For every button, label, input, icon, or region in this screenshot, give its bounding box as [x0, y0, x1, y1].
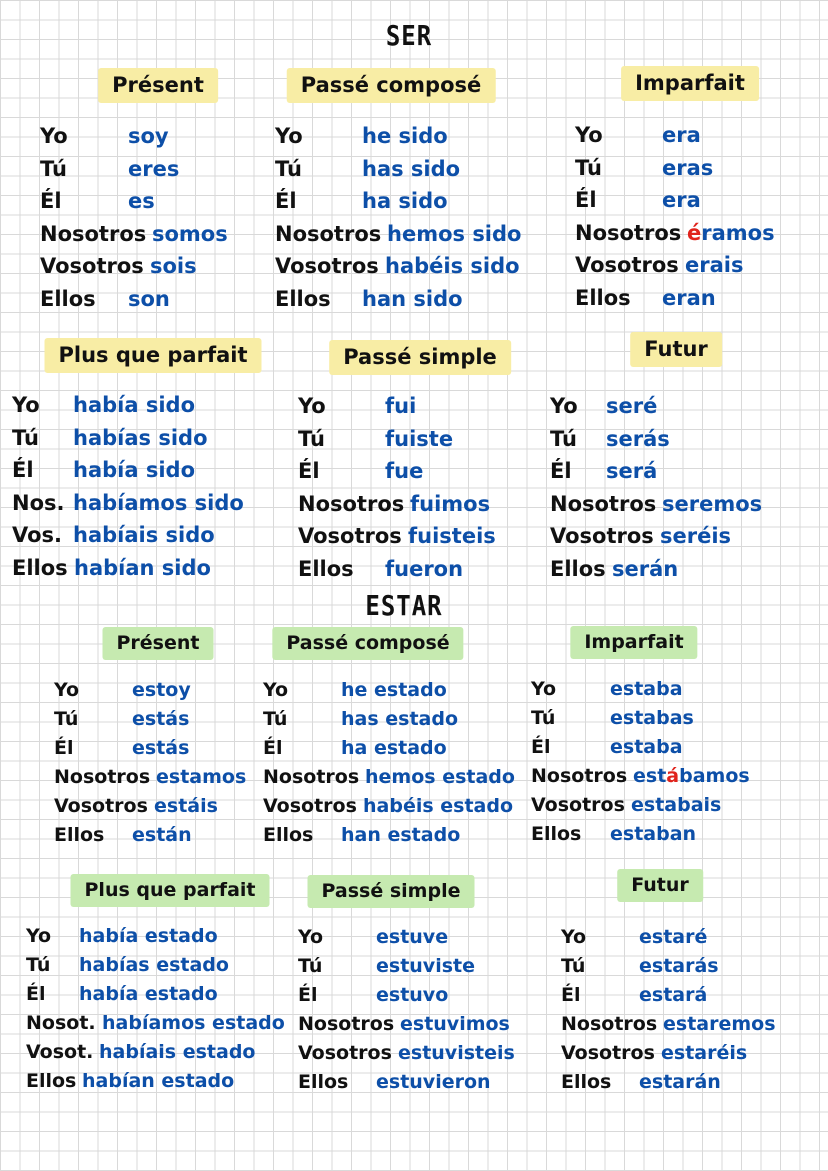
pronoun: Tú: [275, 156, 302, 181]
pronoun: Tú: [550, 426, 577, 451]
verb-form: hemos sido: [387, 221, 522, 246]
pronoun: Nos.: [12, 490, 65, 515]
pronoun: Ellos: [531, 823, 582, 845]
verb-form: había sido: [73, 458, 195, 482]
pronoun: Tú: [298, 955, 323, 977]
pronoun: Tú: [12, 425, 39, 450]
pronoun: Tú: [561, 955, 586, 977]
verb-form: han estado: [341, 824, 461, 846]
verb-form: fuiste: [385, 426, 454, 451]
pronoun: Vosotros: [40, 254, 144, 278]
pronoun: Nosotros: [40, 221, 147, 246]
verb-form: están: [132, 824, 192, 846]
pronoun: Vosotros: [298, 524, 402, 548]
verb-form: fue: [385, 459, 424, 483]
verb-form: estaba: [610, 736, 683, 758]
verb-form: habéis estado: [363, 795, 514, 817]
pronoun: Nosotros: [575, 220, 682, 245]
verb-form: estaréis: [661, 1042, 748, 1064]
pronoun: Nosotros: [531, 765, 628, 787]
pronoun: Vosotros: [531, 794, 625, 816]
verb-form: habían sido: [74, 555, 211, 580]
pronoun: Ellos: [275, 286, 331, 311]
pronoun: Ellos: [298, 556, 354, 581]
pronoun: Yo: [275, 124, 303, 148]
pronoun: Ellos: [263, 824, 314, 846]
pronoun: Tú: [54, 708, 79, 730]
verb-form: estoy: [132, 679, 191, 701]
tense-title: Imparfait: [570, 626, 697, 659]
pronoun: Yo: [298, 926, 324, 948]
pronoun: Él: [298, 984, 318, 1006]
pronoun: Tú: [40, 156, 67, 181]
verb-form: estabais: [631, 794, 722, 816]
verb-form: estábamos: [633, 765, 750, 787]
verb-form: éramos: [687, 220, 775, 245]
verb-form: había sido: [73, 393, 195, 417]
verb-form: erais: [685, 253, 744, 277]
verb-form: has estado: [341, 708, 459, 730]
pronoun: Vosotros: [575, 253, 679, 277]
verb-title: SER: [385, 19, 433, 53]
verb-form: era: [662, 188, 701, 212]
verb-form: eres: [128, 156, 180, 181]
verb-form: estáis: [154, 795, 218, 817]
verb-form: habéis sido: [385, 254, 520, 278]
tense-title: Plus que parfait: [45, 338, 262, 373]
verb-form: había estado: [79, 983, 218, 1005]
tense-title: Futur: [617, 869, 703, 902]
pronoun: Yo: [26, 925, 52, 947]
tense-title: Présent: [103, 627, 214, 660]
verb-form: somos: [152, 221, 228, 246]
pronoun: Él: [263, 737, 283, 759]
pronoun: Él: [531, 736, 551, 758]
pronoun: Él: [54, 737, 74, 759]
pronoun: Él: [12, 458, 34, 482]
pronoun: Yo: [263, 679, 289, 701]
pronoun: Vosotros: [263, 795, 357, 817]
verb-form: habíais sido: [73, 523, 215, 547]
pronoun: Vosotros: [561, 1042, 655, 1064]
pronoun: Ellos: [40, 286, 96, 311]
verb-form: habíamos sido: [73, 490, 244, 515]
verb-form: es: [128, 189, 155, 213]
verb-form: fui: [385, 394, 417, 418]
verb-form: habían estado: [82, 1070, 235, 1092]
verb-form: ha sido: [362, 189, 448, 213]
verb-form: seremos: [662, 491, 763, 516]
verb-form: eras: [662, 155, 714, 180]
pronoun: Nosotros: [561, 1013, 658, 1035]
accent-letter: é: [687, 220, 702, 245]
verb-form: son: [128, 286, 170, 311]
verb-form: estuviste: [376, 955, 475, 977]
pronoun: Yo: [575, 123, 603, 147]
verb-form: eran: [662, 285, 716, 310]
pronoun: Tú: [263, 708, 288, 730]
tense-title: Futur: [630, 332, 722, 367]
pronoun: Él: [550, 459, 572, 483]
verb-form: serán: [612, 556, 679, 581]
pronoun: Tú: [531, 707, 556, 729]
pronoun: Ellos: [26, 1070, 77, 1092]
verb-form: será: [606, 459, 658, 483]
verb-form: estaré: [639, 926, 708, 948]
pronoun: Nosotros: [550, 491, 657, 516]
pronoun: Yo: [550, 394, 578, 418]
verb-form: habíamos estado: [102, 1012, 285, 1034]
pronoun: Él: [275, 189, 297, 213]
pronoun: Nosotros: [298, 1013, 395, 1035]
pronoun: Ellos: [550, 556, 606, 581]
verb-form: he estado: [341, 679, 447, 701]
pronoun: Nosotros: [298, 491, 405, 516]
verb-form: estuvieron: [376, 1071, 491, 1093]
verb-form: has sido: [362, 156, 461, 181]
pronoun: Él: [298, 459, 320, 483]
pronoun: Yo: [54, 679, 80, 701]
verb-form: estará: [639, 984, 708, 1006]
pronoun: Yo: [40, 124, 68, 148]
verb-form: seréis: [660, 524, 732, 548]
pronoun: Yo: [298, 394, 326, 418]
verb-form: era: [662, 123, 701, 147]
pronoun: Nosotros: [263, 766, 360, 788]
pronoun: Nosot.: [26, 1012, 96, 1034]
tense-title: Plus que parfait: [71, 874, 270, 907]
verb-form: fueron: [385, 556, 464, 581]
tense-title: Passé simple: [329, 340, 511, 375]
pronoun: Vosotros: [298, 1042, 392, 1064]
verb-form: estuvimos: [400, 1013, 510, 1035]
verb-form: habías estado: [79, 954, 229, 976]
verb-form: estaremos: [663, 1013, 776, 1035]
tense-title: Passé composé: [287, 68, 496, 103]
verb-title: ESTAR: [365, 589, 443, 623]
verb-form: he sido: [362, 124, 448, 148]
pronoun: Vosotros: [550, 524, 654, 548]
pronoun: Vosotros: [54, 795, 148, 817]
pronoun: Vos.: [12, 523, 63, 547]
verb-form: seré: [606, 394, 658, 418]
verb-form: estamos: [156, 766, 247, 788]
pronoun: Ellos: [561, 1071, 612, 1093]
verb-form: estaba: [610, 678, 683, 700]
verb-form: habías sido: [73, 425, 208, 450]
verb-form: estuve: [376, 926, 449, 948]
verb-form: estarás: [639, 955, 719, 977]
verb-form: estarán: [639, 1071, 721, 1093]
pronoun: Él: [40, 189, 62, 213]
pronoun: Yo: [531, 678, 557, 700]
tense-title: Passé composé: [272, 627, 463, 660]
pronoun: Ellos: [298, 1071, 349, 1093]
pronoun: Nosotros: [54, 766, 151, 788]
pronoun: Él: [561, 984, 581, 1006]
tense-title: Imparfait: [621, 66, 759, 101]
accent-letter: á: [666, 765, 680, 787]
pronoun: Vosot.: [26, 1041, 94, 1063]
pronoun: Ellos: [575, 285, 631, 310]
verb-form: había estado: [79, 925, 218, 947]
verb-form: soy: [128, 124, 169, 148]
verb-form: estás: [132, 737, 190, 759]
tense-title: Passé simple: [308, 875, 475, 908]
verb-form: estuvisteis: [398, 1042, 515, 1064]
pronoun: Tú: [26, 954, 51, 976]
verb-form: serás: [606, 426, 670, 451]
verb-form: estaban: [610, 823, 697, 845]
verb-form: fuimos: [410, 491, 491, 516]
pronoun: Vosotros: [275, 254, 379, 278]
pronoun: Ellos: [12, 555, 68, 580]
pronoun: Él: [575, 188, 597, 212]
verb-form: fuisteis: [408, 524, 496, 548]
verb-form: habíais estado: [99, 1041, 256, 1063]
pronoun: Yo: [12, 393, 40, 417]
verb-form: estuvo: [376, 984, 449, 1006]
verb-form: sois: [150, 254, 197, 278]
pronoun: Nosotros: [275, 221, 382, 246]
pronoun: Él: [26, 983, 46, 1005]
verb-form: hemos estado: [365, 766, 515, 788]
verb-form: han sido: [362, 286, 463, 311]
tense-title: Présent: [98, 68, 218, 103]
verb-form: estás: [132, 708, 190, 730]
verb-form: ha estado: [341, 737, 447, 759]
pronoun: Tú: [298, 426, 325, 451]
verb-form: estabas: [610, 707, 694, 729]
pronoun: Tú: [575, 155, 602, 180]
pronoun: Ellos: [54, 824, 105, 846]
pronoun: Yo: [561, 926, 587, 948]
